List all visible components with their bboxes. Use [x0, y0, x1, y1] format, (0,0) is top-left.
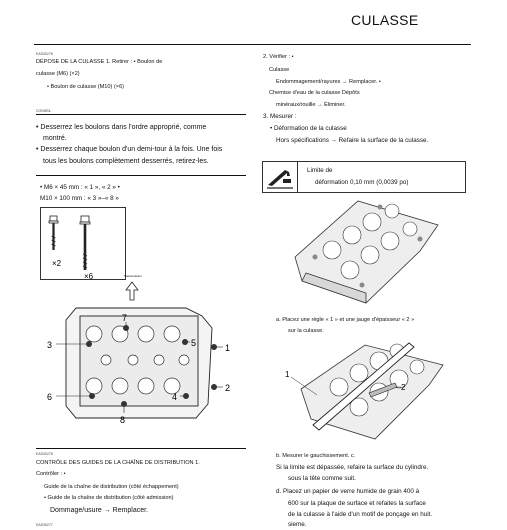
header-rule	[34, 44, 471, 45]
step-b: b. Mesurer le gauchissement. c.	[276, 453, 356, 459]
removal-line: culasse (M6) (×2)	[36, 71, 80, 77]
guide-line: Contrôler : •	[36, 471, 66, 477]
measure-line: Hors spécifications → Refaire la surface de la culasse.	[276, 137, 429, 144]
guide-line: Dommage/usure → Remplacer.	[50, 507, 149, 514]
cylinder-head-illustration	[270, 195, 460, 307]
limit-label: Limite de	[307, 167, 333, 174]
arrow-note: Transmission	[124, 274, 142, 278]
bolt-label-4: 4	[172, 392, 178, 402]
guide-line: Guide de la chaîne de distribution (côté échappement)	[44, 484, 179, 490]
page-title: CULASSE	[351, 12, 419, 28]
feeler-gauge-label: 2	[401, 383, 406, 392]
bolt-label-5: 5	[191, 338, 197, 348]
front-arrow-icon	[126, 282, 138, 300]
bolt-label-8: 8	[120, 415, 126, 425]
note-rule	[36, 175, 246, 176]
bolt-label-6: 6	[47, 392, 53, 402]
step-a-cont: sur la culasse.	[288, 328, 324, 334]
check-line: Culasse	[269, 67, 290, 73]
measure-line: • Déformation de la culasse	[270, 125, 347, 132]
caliper-icon-cell	[263, 162, 298, 192]
guide-title: CONTRÔLE DES GUIDES DE LA CHAÎNE DE DISTRIBUTION 1.	[36, 460, 200, 466]
removal-title: DÉPOSE DE LA CULASSE 1. Retirer : • Boulon de	[36, 59, 163, 65]
section-code: EAS30277	[36, 523, 53, 527]
note-bullet: • Desserrez les boulons dans l'ordre approprié, comme	[36, 124, 207, 131]
measure-line: 3. Mesurer :	[263, 113, 297, 120]
section-code: EAS30278	[36, 452, 53, 456]
straightedge-illustration	[283, 335, 468, 445]
note-bullet-cont: montré.	[43, 135, 67, 142]
head-bolt-diagram	[36, 268, 252, 438]
note-rule	[36, 114, 246, 115]
short-bolt	[49, 216, 58, 250]
limit-box	[262, 161, 466, 193]
limit-value: déformation 0,10 mm (0,0039 po)	[315, 179, 409, 186]
removal-line: • Boulon de culasse (M10) (×6)	[47, 84, 125, 90]
bolt-label-7: 7	[122, 313, 128, 323]
guide-line: • Guide de la chaîne de distribution (côté admission)	[44, 495, 174, 501]
section-rule	[36, 448, 246, 449]
check-line: Endommagement/rayures → Remplacer. •	[276, 79, 381, 85]
long-bolt-qty: ×6	[84, 272, 94, 279]
caliper-icon	[263, 162, 297, 192]
long-bolt	[80, 216, 90, 270]
bolt-spec: • M6 × 45 mm : « 1 », « 2 » •	[40, 184, 120, 191]
bolt-label-2: 2	[225, 383, 231, 393]
section-code: EAS30276	[36, 52, 53, 56]
step-d-cont: de la culasse à l'aide d'un motif de ponçage en huit.	[288, 511, 433, 518]
check-line: Chemise d'eau de la culasse Dépôts	[269, 90, 360, 96]
step-a: a. Placez une règle « 1 » et une jauge d'épaisseur « 2 »	[276, 317, 415, 323]
bolt-label-1: 1	[225, 343, 231, 353]
bolt-label-3: 3	[47, 340, 53, 350]
step-c-cont: sous la tête comme suit.	[288, 475, 356, 482]
bolt-spec: M10 × 100 mm : « 3 »–« 8 »	[40, 195, 119, 202]
note-bullet: • Desserrez chaque boulon d'un demi-tour à la fois. Une fois	[36, 146, 223, 153]
step-c: Si la limite est dépassée, refaire la surface du cylindre.	[276, 464, 429, 471]
note-bullet-cont: tous les boulons complètement desserrés, retirez-les.	[43, 158, 209, 165]
step-d-cont: 600 sur la plaque de surface et refaites la surface	[288, 500, 426, 507]
check-line: 2. Vérifier : •	[263, 54, 294, 60]
straightedge-label: 1	[285, 370, 290, 379]
note-label: CONSEIL	[36, 109, 52, 113]
check-line: minéraux/rouille → Éliminer.	[276, 102, 346, 108]
step-d: d. Placez un papier de verre humide de grain 400 à	[276, 488, 420, 495]
head-outline	[66, 308, 212, 418]
short-bolt-qty: ×2	[52, 259, 62, 268]
step-d-cont: sieme.	[288, 521, 307, 528]
